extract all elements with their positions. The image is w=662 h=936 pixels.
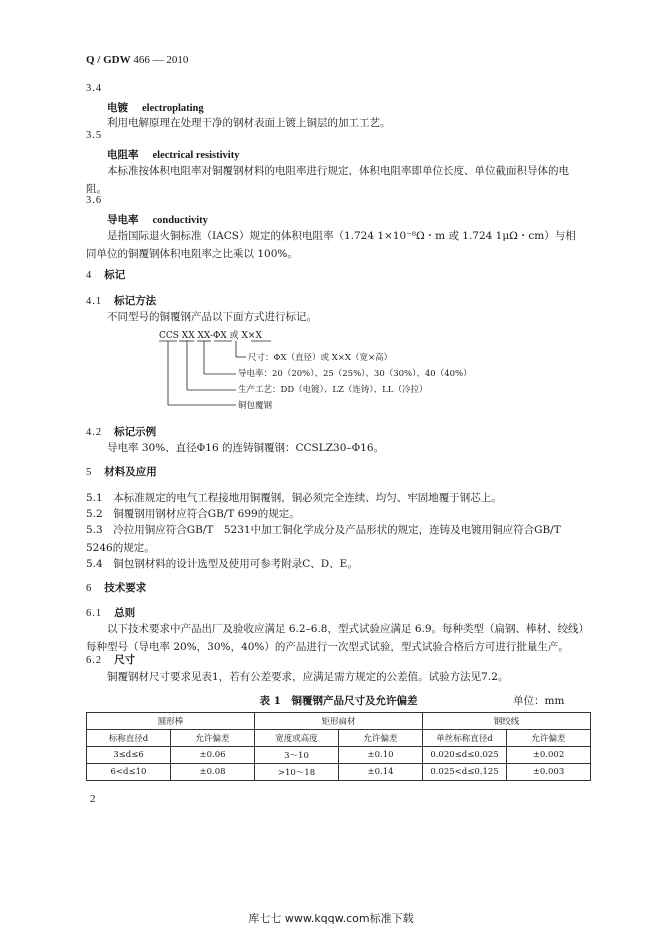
section-number: 3.4 — [86, 83, 103, 94]
section-number: 3.6 — [86, 195, 103, 206]
paragraph: 5.2 铜覆钢用钢材应符合GB/T 699的规定。 — [86, 508, 300, 520]
table-cell: >10～18 — [255, 764, 339, 781]
section-heading: 4.2 标记示例 — [86, 426, 157, 438]
label-conductivity: 导电率：20（20%）、25（25%）、30（30%）、40（40%） — [238, 369, 472, 379]
table-header: 单丝标称直径d — [423, 730, 507, 747]
term-cn: 电镀 — [107, 102, 128, 114]
table-cell: 3～10 — [255, 747, 339, 764]
section-heading: 6.2 尺寸 — [86, 654, 136, 666]
section-heading: 4.1 标记方法 — [86, 295, 157, 307]
table-cell: ±0.06 — [171, 747, 255, 764]
term-heading — [107, 100, 204, 115]
label-process: 生产工艺：DD（电镀）、LZ（连铸）、LL（冷拉） — [238, 385, 428, 395]
page-header — [86, 54, 188, 66]
term-heading — [107, 212, 208, 227]
table-cell: ±0.003 — [507, 764, 591, 781]
table-group-header: 圆形棒 — [87, 713, 255, 730]
section-heading: 5 材料及应用 — [86, 466, 157, 478]
standard-number: 466 — 2010 — [133, 54, 189, 66]
table-cell: 6<d≤10 — [87, 764, 171, 781]
section-heading: 6.1 总则 — [86, 607, 136, 619]
footer-watermark: 库七七 www.kqqw.com标准下载 — [248, 912, 414, 925]
table-header: 允许偏差 — [339, 730, 423, 747]
paragraph: 是指国际退火铜标准（IACS）规定的体积电阻率（1.724 1×10⁻⁸Ω・m 或 1.724 1μΩ・cm）与相同单位的铜覆钢体积电阻率之比乘以 100%。 — [86, 230, 576, 260]
section-number: 3.5 — [86, 130, 103, 141]
table-caption: 表 1 铜覆钢产品尺寸及允许偏差 — [259, 695, 418, 707]
table-header: 允许偏差 — [507, 730, 591, 747]
section-heading: 4 标记 — [86, 269, 126, 281]
table-header: 允许偏差 — [171, 730, 255, 747]
table-row — [87, 764, 591, 781]
table-group-row — [87, 713, 591, 730]
term-cn: 电阻率 — [107, 149, 139, 161]
paragraph: 5.1 本标准规定的电气工程接地用铜覆钢，铜必须完全连续、均匀、牢固地覆于钢芯上。 — [86, 492, 502, 504]
table-header-row — [87, 730, 591, 747]
section-heading: 6 技术要求 — [86, 582, 147, 594]
term-en: conductivity — [152, 215, 208, 226]
page-number: 2 — [90, 793, 96, 805]
paragraph: 导电率 30%、直径Φ16 的连铸铜覆钢：CCSLZ30–Φ16。 — [107, 442, 385, 454]
table-cell: ±0.08 — [171, 764, 255, 781]
label-size: 尺寸：ΦX（直径）或 X×X（宽×高） — [248, 353, 393, 363]
table-cell: 0.020≤d≤0.025 — [423, 747, 507, 764]
paragraph: 5.4 铜包钢材料的设计选型及使用可参考附录C、D、E。 — [86, 558, 358, 570]
paragraph: 5.3 冷拉用铜应符合GB/T 5231中加工铜化学成分及产品形状的规定，连铸及电镀用铜应符合GB/T 5246的规定。 — [86, 524, 561, 554]
table-cell: ±0.14 — [339, 764, 423, 781]
term-en: electroplating — [142, 103, 204, 114]
table-row — [87, 747, 591, 764]
standard-code: Q / GDW — [86, 54, 131, 66]
table-header: 宽度或高度 — [255, 730, 339, 747]
table-unit: 单位：mm — [513, 695, 565, 707]
term-en: electrical resistivity — [152, 150, 240, 161]
table-cell: ±0.002 — [507, 747, 591, 764]
paragraph: 不同型号的铜覆钢产品以下面方式进行标记。 — [107, 311, 317, 323]
label-type: 铜包覆钢 — [238, 401, 273, 411]
marking-diagram — [150, 326, 530, 416]
paragraph: 铜覆钢材尺寸要求见表1，若有公差要求，应满足需方规定的公差值。试验方法见7.2。 — [107, 671, 509, 683]
table-header: 标称直径d — [87, 730, 171, 747]
table-cell: ±0.10 — [339, 747, 423, 764]
table-group-header: 矩形扁材 — [255, 713, 423, 730]
dimensions-table — [86, 712, 591, 781]
paragraph: 利用电解原理在处理干净的钢材表面上镀上铜层的加工工艺。 — [107, 117, 391, 129]
table-cell: 0.025<d≤0.125 — [423, 764, 507, 781]
marking-code: CCS XX XX-ΦX 或 X×X — [159, 331, 262, 341]
paragraph: 本标准按体积电阻率对铜覆钢材料的电阻率进行规定，体积电阻率即单位长度、单位截面积导体的电阻。 — [86, 165, 569, 195]
paragraph: 以下技术要求中产品出厂及验收应满足 6.2–6.8，型式试验应满足 6.9。每种类型（扁钢、棒材、绞线）每种型号（导电率 20%，30%，40%）的产品进行一次型式试验，型式试验合格后方可进行批量生产。 — [86, 623, 584, 653]
term-cn: 导电率 — [107, 214, 139, 226]
term-heading — [107, 147, 239, 162]
table-group-header: 钢绞线 — [423, 713, 591, 730]
table-cell: 3≤d≤6 — [87, 747, 171, 764]
